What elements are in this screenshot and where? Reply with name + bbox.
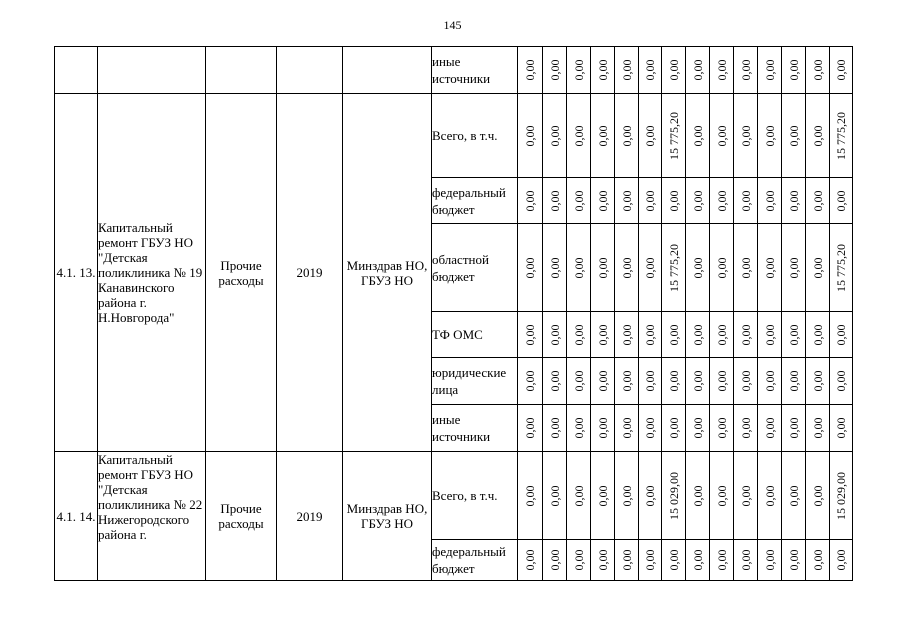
- value-cell: [662, 540, 686, 581]
- entry-name-cell: [98, 47, 206, 94]
- amount-value: 15 029,00: [666, 471, 681, 520]
- value-cell: [615, 178, 639, 224]
- amount-value: 15 775,20: [834, 111, 848, 160]
- amount-value: 0,00: [738, 417, 753, 439]
- amount-value: 0,00: [714, 125, 729, 146]
- amount-value: 0,00: [523, 324, 537, 345]
- value-cell: [615, 47, 639, 94]
- amount-value: 0,00: [571, 417, 586, 439]
- entry-executor: Минздрав НО, ГБУЗ НО: [343, 94, 432, 452]
- amount-value: 0,00: [714, 257, 729, 278]
- value-cell: [806, 94, 830, 178]
- amount-value: 0,00: [666, 417, 681, 439]
- value-cell: [710, 405, 734, 452]
- amount-value: 0,00: [571, 125, 586, 146]
- amount-value: 0,00: [738, 125, 753, 146]
- value-cell: [518, 47, 543, 94]
- amount-value: 0,00: [762, 485, 777, 506]
- amount-value: 0,00: [571, 549, 586, 571]
- amount-value: 0,00: [834, 324, 848, 345]
- value-cell: [591, 47, 615, 94]
- value-cell: [710, 47, 734, 94]
- value-cell: [567, 405, 591, 452]
- value-cell: [710, 540, 734, 581]
- value-cell: [567, 540, 591, 581]
- amount-value: 0,00: [571, 59, 586, 81]
- amount-value: 0,00: [643, 417, 657, 439]
- amount-value: 0,00: [762, 324, 777, 345]
- value-cell: [518, 224, 543, 312]
- amount-value: 0,00: [834, 59, 848, 81]
- value-cell: [758, 312, 782, 358]
- amount-value: 0,00: [547, 59, 562, 81]
- amount-value: 0,00: [690, 324, 705, 345]
- value-cell: [734, 405, 758, 452]
- value-cell: [782, 312, 806, 358]
- amount-value: 0,00: [547, 485, 562, 506]
- amount-value: 0,00: [595, 125, 610, 146]
- value-cell: [758, 452, 782, 540]
- value-cell: [518, 358, 543, 405]
- year-cell: [277, 47, 343, 94]
- amount-value: 0,00: [834, 370, 848, 392]
- entry-executor: Минздрав НО, ГБУЗ НО: [343, 452, 432, 581]
- amount-value: 0,00: [619, 125, 634, 146]
- amount-value: 0,00: [714, 549, 729, 571]
- value-cell: [686, 405, 710, 452]
- amount-value: 0,00: [643, 370, 657, 392]
- amount-value: 0,00: [523, 485, 537, 506]
- value-cell: [806, 358, 830, 405]
- value-cell: [758, 178, 782, 224]
- funding-source: Всего, в т.ч.: [432, 94, 518, 178]
- amount-value: 0,00: [834, 190, 848, 211]
- value-cell: [639, 94, 662, 178]
- amount-value: 0,00: [738, 59, 753, 81]
- value-cell: [567, 178, 591, 224]
- entry-year: 2019: [277, 94, 343, 452]
- value-cell: [591, 405, 615, 452]
- funding-source: иные источники: [432, 405, 518, 452]
- amount-value: 0,00: [714, 485, 729, 506]
- amount-value: 0,00: [666, 59, 681, 81]
- value-cell: [662, 405, 686, 452]
- value-cell: [543, 312, 567, 358]
- amount-value: 0,00: [595, 257, 610, 278]
- value-cell: [615, 358, 639, 405]
- value-cell: [830, 178, 853, 224]
- amount-value: 0,00: [714, 370, 729, 392]
- amount-value: 0,00: [762, 417, 777, 439]
- value-cell: [806, 224, 830, 312]
- amount-value: 0,00: [690, 125, 705, 146]
- value-cell: [639, 405, 662, 452]
- amount-value: 0,00: [619, 324, 634, 345]
- expense-type-cell: [206, 47, 277, 94]
- amount-value: 0,00: [810, 370, 825, 392]
- value-cell: [615, 312, 639, 358]
- value-cell: [782, 452, 806, 540]
- funding-source: Всего, в т.ч.: [432, 452, 518, 540]
- table-row: [55, 94, 853, 178]
- amount-value: 0,00: [643, 257, 657, 278]
- amount-value: 0,00: [714, 190, 729, 211]
- value-cell: [710, 358, 734, 405]
- value-cell: [518, 540, 543, 581]
- value-cell: [591, 358, 615, 405]
- amount-value: 0,00: [786, 417, 801, 439]
- amount-value: 0,00: [810, 59, 825, 81]
- value-cell: [567, 358, 591, 405]
- amount-value: 0,00: [714, 59, 729, 81]
- amount-value: 0,00: [571, 485, 586, 506]
- value-cell: [806, 405, 830, 452]
- funding-source: федеральный бюджет: [432, 178, 518, 224]
- amount-value: 0,00: [738, 549, 753, 571]
- amount-value: 0,00: [643, 549, 657, 571]
- amount-value: 0,00: [523, 549, 537, 571]
- value-cell: [567, 94, 591, 178]
- value-cell: [830, 312, 853, 358]
- value-cell: [543, 224, 567, 312]
- budget-table: [54, 46, 853, 581]
- value-cell: [639, 358, 662, 405]
- value-cell: [639, 312, 662, 358]
- amount-value: 0,00: [810, 125, 825, 146]
- amount-value: 0,00: [786, 125, 801, 146]
- entry-name: Капитальный ремонт ГБУЗ НО "Детская поликлиника № 22 Нижегородского района г.: [98, 452, 206, 581]
- expense-type: Прочие расходы: [206, 94, 277, 452]
- amount-value: 0,00: [547, 125, 562, 146]
- value-cell: [591, 452, 615, 540]
- amount-value: 0,00: [738, 370, 753, 392]
- expense-type: Прочие расходы: [206, 452, 277, 581]
- executor-cell: [343, 47, 432, 94]
- amount-value: 0,00: [690, 370, 705, 392]
- value-cell: [615, 452, 639, 540]
- value-cell: [830, 405, 853, 452]
- value-cell: [830, 452, 853, 540]
- amount-value: 0,00: [786, 190, 801, 211]
- amount-value: 0,00: [595, 324, 610, 345]
- value-cell: [734, 312, 758, 358]
- amount-value: 0,00: [810, 257, 825, 278]
- amount-value: 0,00: [834, 417, 848, 439]
- value-cell: [830, 47, 853, 94]
- amount-value: 0,00: [619, 370, 634, 392]
- funding-source: федеральный бюджет: [432, 540, 518, 581]
- value-cell: [567, 47, 591, 94]
- value-cell: [543, 452, 567, 540]
- funding-source: ТФ ОМС: [432, 312, 518, 358]
- value-cell: [758, 94, 782, 178]
- amount-value: 0,00: [738, 190, 753, 211]
- value-cell: [830, 94, 853, 178]
- amount-value: 0,00: [666, 549, 681, 571]
- amount-value: 15 775,20: [834, 243, 848, 292]
- amount-value: 0,00: [643, 324, 657, 345]
- amount-value: 0,00: [738, 257, 753, 278]
- page-number: 145: [443, 18, 462, 32]
- amount-value: 0,00: [810, 417, 825, 439]
- value-cell: [662, 178, 686, 224]
- amount-value: 0,00: [690, 257, 705, 278]
- value-cell: [615, 405, 639, 452]
- amount-value: 0,00: [666, 324, 681, 345]
- amount-value: 0,00: [643, 485, 657, 506]
- amount-value: 0,00: [762, 370, 777, 392]
- entry-year: 2019: [277, 452, 343, 581]
- amount-value: 0,00: [786, 59, 801, 81]
- value-cell: [639, 452, 662, 540]
- amount-value: 0,00: [690, 549, 705, 571]
- value-cell: [830, 540, 853, 581]
- value-cell: [734, 224, 758, 312]
- amount-value: 0,00: [666, 370, 681, 392]
- amount-value: 0,00: [619, 257, 634, 278]
- value-cell: [686, 47, 710, 94]
- value-cell: [830, 358, 853, 405]
- amount-value: 0,00: [547, 324, 562, 345]
- amount-value: 0,00: [786, 370, 801, 392]
- value-cell: [686, 358, 710, 405]
- amount-value: 15 775,20: [666, 111, 681, 160]
- value-cell: [710, 452, 734, 540]
- amount-value: 0,00: [595, 417, 610, 439]
- amount-value: 0,00: [571, 257, 586, 278]
- table-row: [55, 47, 853, 94]
- funding-source: областной бюджет: [432, 224, 518, 312]
- value-cell: [518, 312, 543, 358]
- amount-value: 0,00: [810, 324, 825, 345]
- amount-value: 0,00: [523, 417, 537, 439]
- value-cell: [734, 94, 758, 178]
- entry-number: 4.1. 13.: [55, 94, 98, 452]
- amount-value: 0,00: [643, 59, 657, 81]
- entry-number: 4.1. 14.: [55, 452, 98, 581]
- value-cell: [686, 312, 710, 358]
- value-cell: [662, 94, 686, 178]
- value-cell: [806, 312, 830, 358]
- amount-value: 0,00: [666, 190, 681, 211]
- value-cell: [686, 178, 710, 224]
- amount-value: 0,00: [810, 190, 825, 211]
- value-cell: [543, 358, 567, 405]
- amount-value: 0,00: [619, 59, 634, 81]
- amount-value: 0,00: [810, 549, 825, 571]
- value-cell: [543, 405, 567, 452]
- value-cell: [758, 540, 782, 581]
- value-cell: [734, 47, 758, 94]
- value-cell: [782, 178, 806, 224]
- value-cell: [686, 224, 710, 312]
- value-cell: [734, 452, 758, 540]
- value-cell: [686, 540, 710, 581]
- amount-value: 0,00: [571, 190, 586, 211]
- value-cell: [567, 452, 591, 540]
- amount-value: 0,00: [595, 549, 610, 571]
- value-cell: [662, 47, 686, 94]
- value-cell: [782, 47, 806, 94]
- amount-value: 0,00: [762, 59, 777, 81]
- amount-value: 0,00: [690, 190, 705, 211]
- value-cell: [782, 224, 806, 312]
- value-cell: [591, 540, 615, 581]
- value-cell: [639, 540, 662, 581]
- value-cell: [591, 224, 615, 312]
- amount-value: 0,00: [786, 549, 801, 571]
- value-cell: [734, 540, 758, 581]
- amount-value: 0,00: [595, 190, 610, 211]
- entry-name: Капитальный ремонт ГБУЗ НО "Детская поликлиника № 19 Канавинского района г. Н.Новгорода": [98, 94, 206, 452]
- entry-number-cell: [55, 47, 98, 94]
- value-cell: [518, 405, 543, 452]
- amount-value: 0,00: [547, 190, 562, 211]
- amount-value: 0,00: [547, 257, 562, 278]
- value-cell: [615, 94, 639, 178]
- value-cell: [662, 224, 686, 312]
- value-cell: [543, 47, 567, 94]
- funding-source: юридические лица: [432, 358, 518, 405]
- amount-value: 0,00: [643, 125, 657, 146]
- amount-value: 0,00: [547, 370, 562, 392]
- amount-value: 0,00: [762, 257, 777, 278]
- value-cell: [758, 405, 782, 452]
- amount-value: 0,00: [786, 485, 801, 506]
- value-cell: [782, 94, 806, 178]
- value-cell: [782, 540, 806, 581]
- amount-value: 0,00: [762, 190, 777, 211]
- value-cell: [615, 540, 639, 581]
- value-cell: [806, 47, 830, 94]
- value-cell: [543, 540, 567, 581]
- amount-value: 0,00: [714, 417, 729, 439]
- value-cell: [543, 178, 567, 224]
- value-cell: [734, 178, 758, 224]
- amount-value: 0,00: [619, 549, 634, 571]
- value-cell: [518, 94, 543, 178]
- amount-value: 0,00: [786, 324, 801, 345]
- value-cell: [710, 312, 734, 358]
- value-cell: [615, 224, 639, 312]
- value-cell: [662, 358, 686, 405]
- value-cell: [518, 452, 543, 540]
- amount-value: 0,00: [523, 59, 537, 81]
- amount-value: 15 029,00: [834, 471, 848, 520]
- value-cell: [543, 94, 567, 178]
- amount-value: 0,00: [738, 485, 753, 506]
- table-row: [55, 452, 853, 540]
- value-cell: [639, 178, 662, 224]
- value-cell: [518, 178, 543, 224]
- funding-source: иные источники: [432, 47, 518, 94]
- amount-value: 0,00: [786, 257, 801, 278]
- value-cell: [758, 47, 782, 94]
- value-cell: [782, 405, 806, 452]
- amount-value: 0,00: [595, 485, 610, 506]
- value-cell: [662, 452, 686, 540]
- amount-value: 0,00: [738, 324, 753, 345]
- value-cell: [710, 178, 734, 224]
- amount-value: 0,00: [834, 549, 848, 571]
- value-cell: [686, 452, 710, 540]
- amount-value: 0,00: [690, 417, 705, 439]
- amount-value: 15 775,20: [666, 243, 681, 292]
- amount-value: 0,00: [690, 485, 705, 506]
- value-cell: [710, 94, 734, 178]
- amount-value: 0,00: [643, 190, 657, 211]
- amount-value: 0,00: [690, 59, 705, 81]
- value-cell: [591, 94, 615, 178]
- amount-value: 0,00: [714, 324, 729, 345]
- value-cell: [686, 94, 710, 178]
- amount-value: 0,00: [595, 59, 610, 81]
- value-cell: [567, 224, 591, 312]
- value-cell: [758, 224, 782, 312]
- amount-value: 0,00: [619, 190, 634, 211]
- amount-value: 0,00: [619, 485, 634, 506]
- value-cell: [639, 224, 662, 312]
- amount-value: 0,00: [762, 549, 777, 571]
- value-cell: [591, 312, 615, 358]
- amount-value: 0,00: [523, 370, 537, 392]
- value-cell: [662, 312, 686, 358]
- value-cell: [734, 358, 758, 405]
- value-cell: [639, 47, 662, 94]
- value-cell: [710, 224, 734, 312]
- value-cell: [591, 178, 615, 224]
- value-cell: [806, 452, 830, 540]
- value-cell: [567, 312, 591, 358]
- amount-value: 0,00: [547, 549, 562, 571]
- amount-value: 0,00: [595, 370, 610, 392]
- amount-value: 0,00: [523, 257, 537, 278]
- amount-value: 0,00: [810, 485, 825, 506]
- value-cell: [830, 224, 853, 312]
- amount-value: 0,00: [523, 125, 537, 146]
- amount-value: 0,00: [547, 417, 562, 439]
- amount-value: 0,00: [762, 125, 777, 146]
- amount-value: 0,00: [571, 324, 586, 345]
- value-cell: [806, 540, 830, 581]
- value-cell: [758, 358, 782, 405]
- amount-value: 0,00: [523, 190, 537, 211]
- amount-value: 0,00: [571, 370, 586, 392]
- amount-value: 0,00: [619, 417, 634, 439]
- value-cell: [806, 178, 830, 224]
- value-cell: [782, 358, 806, 405]
